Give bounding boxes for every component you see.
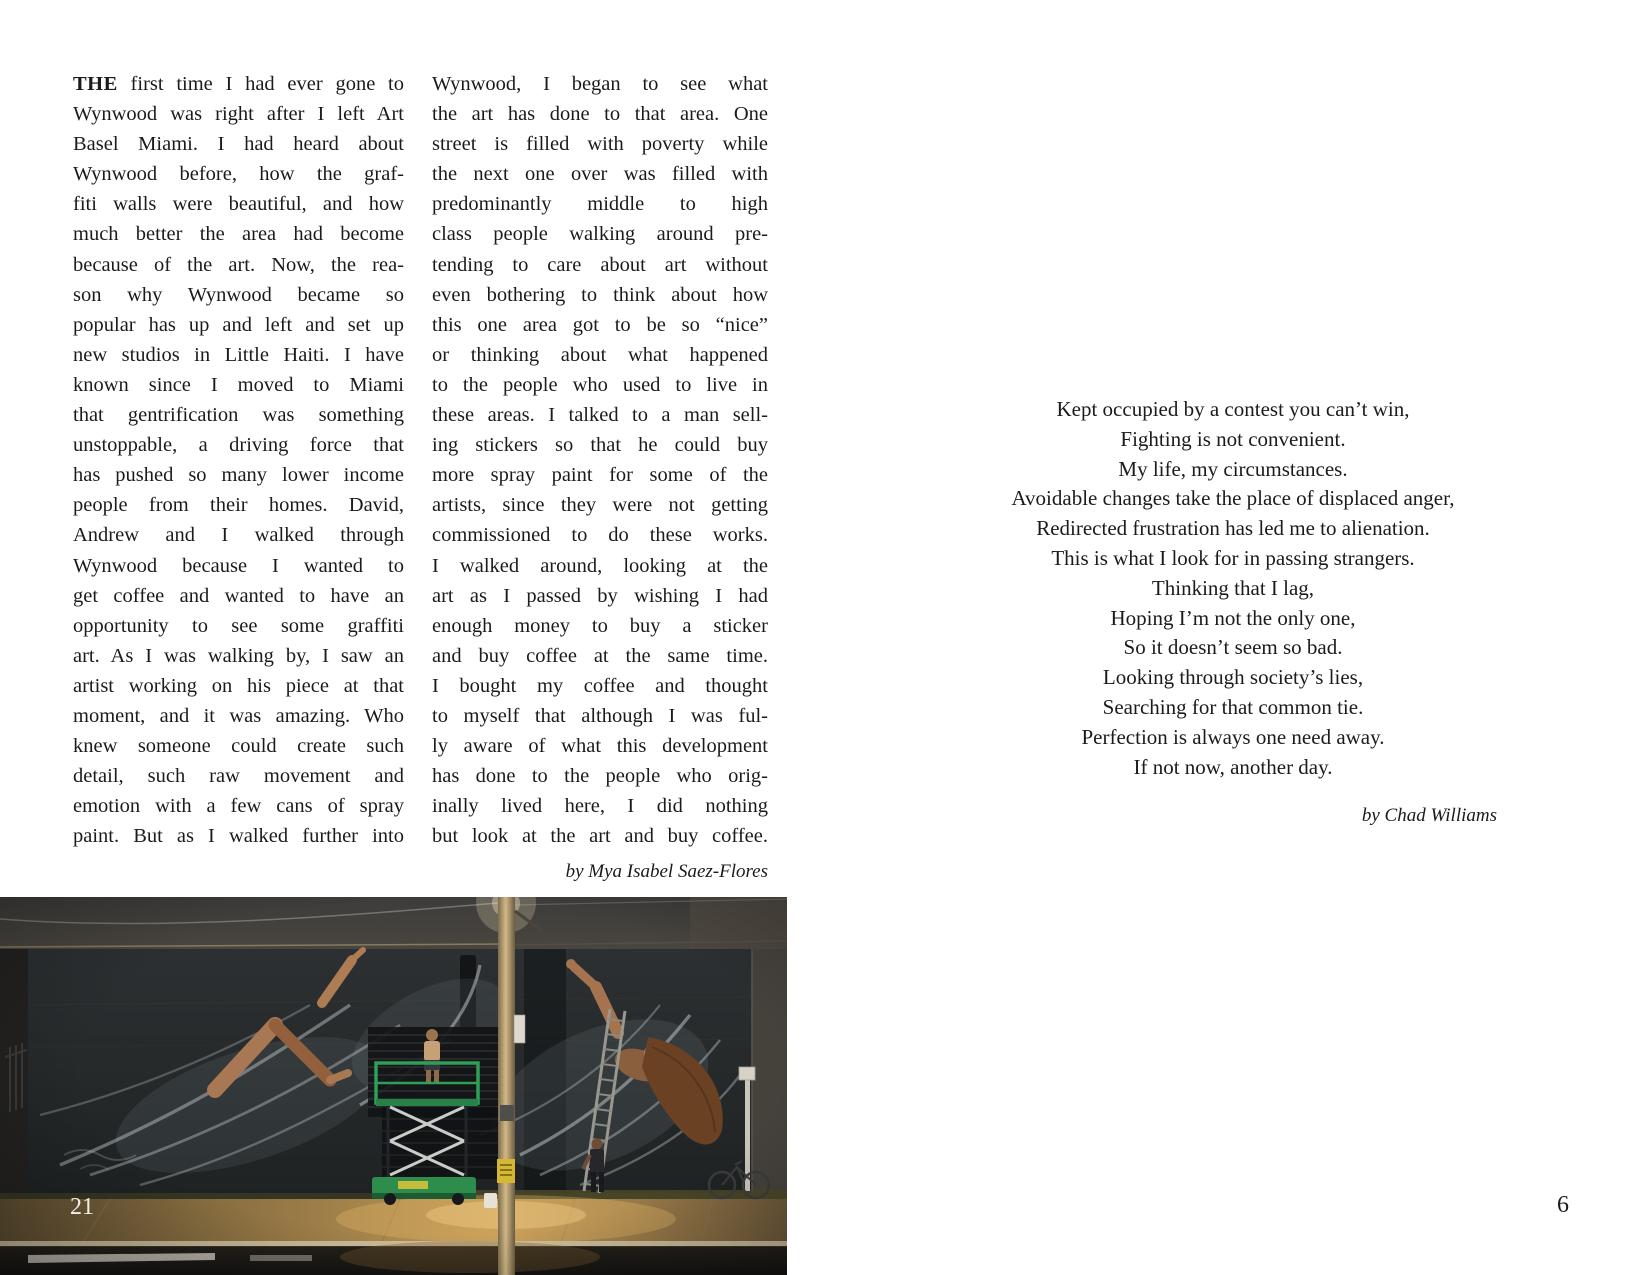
essay-line: art as I passed by wishing I had: [432, 584, 768, 607]
page-number-left: 21: [70, 1194, 94, 1220]
essay-line: enough money to buy a sticker: [432, 614, 768, 637]
poem-line: Hoping I’m not the only one,: [1110, 605, 1356, 630]
poem-byline: by Chad Williams: [1361, 805, 1497, 826]
essay-line: knew someone could create such: [73, 735, 404, 758]
poem-line: Searching for that common tie.: [1102, 694, 1364, 719]
essay-line: Wynwood, I began to see what: [432, 73, 768, 95]
essay-line: because of the art. Now, the rea-: [73, 253, 404, 276]
essay-line: much better the area had become: [73, 223, 404, 246]
essay-line: class people walking around pre-: [432, 223, 768, 246]
essay-line: detail, such raw movement and: [73, 765, 404, 788]
poem-lines: [950, 395, 1516, 782]
essay-line: opportunity to see some graffiti: [73, 614, 404, 637]
essay-line: popular has up and left and set up: [73, 313, 404, 336]
poem-line: This is what I look for in passing strangers.: [1051, 545, 1415, 570]
poem-line: Looking through society’s lies,: [1102, 665, 1364, 690]
essay-first-line-text: first time I had ever gone to: [130, 73, 404, 95]
essay-line: moment, and it was amazing. Who: [73, 704, 404, 727]
essay-line: people from their homes. David,: [73, 494, 404, 517]
essay-byline: by Mya Isabel Saez-Flores: [565, 861, 768, 882]
poem-line: Fighting is not convenient.: [1120, 426, 1346, 451]
poem: [950, 395, 1516, 782]
essay-line: Wynwood was right after I left Art: [73, 103, 404, 126]
essay-line: street is filled with poverty while: [432, 133, 768, 156]
essay-line: son why Wynwood became so: [73, 283, 404, 306]
essay-line: to myself that although I was ful-: [432, 704, 768, 727]
essay-line: predominantly middle to high: [432, 193, 768, 216]
poem-line: So it doesn’t seem so bad.: [1123, 635, 1343, 660]
essay-line: get coffee and wanted to have an: [73, 584, 404, 607]
essay-line: known since I moved to Miami: [73, 373, 404, 396]
poem-line: Avoidable changes take the place of displaced anger,: [1011, 486, 1455, 511]
essay-column-2: [432, 69, 768, 851]
essay-line: to the people who used to live in: [432, 373, 768, 396]
essay-line: artist working on his piece at that: [73, 674, 404, 697]
essay-column-2-lines: [432, 69, 768, 851]
essay-column-1-lines: [73, 99, 404, 851]
essay-line: artists, since they were not getting: [432, 494, 768, 517]
poem-line: Redirected frustration has led me to alienation.: [1036, 516, 1430, 541]
essay-line: the art has done to that area. One: [432, 103, 768, 126]
essay-line-first: [73, 69, 404, 99]
essay-line: has done to the people who orig-: [432, 765, 768, 788]
essay-line: more spray paint for some of the: [432, 464, 768, 487]
essay-line: and buy coffee at the same time.: [432, 644, 768, 667]
essay-line: this one area got to be so “nice”: [432, 313, 768, 336]
essay-line: I bought my coffee and thought: [432, 674, 768, 697]
essay-line: paint. But as I walked further into: [73, 825, 404, 848]
poem-line: Kept occupied by a contest you can’t win,: [1056, 397, 1410, 421]
essay-line: inally lived here, I did nothing: [432, 795, 768, 818]
poem-line: My life, my circumstances.: [1118, 456, 1348, 481]
mural-photo: [0, 897, 787, 1275]
essay-line: tending to care about art without: [432, 253, 768, 276]
essay-line: even bothering to think about how: [432, 283, 768, 306]
essay-line: new studios in Little Haiti. I have: [73, 343, 404, 366]
essay-line: the next one over was filled with: [432, 163, 768, 186]
essay-line: I walked around, looking at the: [432, 554, 768, 577]
essay-line: but look at the art and buy coffee.: [432, 825, 768, 848]
poem-line: If not now, another day.: [1133, 754, 1333, 779]
essay-line: has pushed so many lower income: [73, 464, 404, 487]
essay-line: these areas. I talked to a man sell-: [432, 404, 768, 427]
essay-line: Andrew and I walked through: [73, 524, 404, 547]
essay-line: art. As I was walking by, I saw an: [73, 644, 404, 667]
essay-line: Wynwood before, how the graf-: [73, 163, 404, 186]
essay-line: that gentrification was something: [73, 404, 404, 427]
essay-line: or thinking about what happened: [432, 343, 768, 366]
essay-line: commissioned to do these works.: [432, 524, 768, 547]
page-number-right: 6: [1557, 1192, 1569, 1218]
essay-line: emotion with a few cans of spray: [73, 795, 404, 818]
essay-line: ing stickers so that he could buy: [432, 434, 768, 457]
essay-line: Basel Miami. I had heard about: [73, 133, 404, 156]
essay-line: unstoppable, a driving force that: [73, 434, 404, 457]
essay-line: fiti walls were beautiful, and how: [73, 193, 404, 216]
essay-line: Wynwood because I wanted to: [73, 554, 404, 577]
mural-photo-illustration: [0, 897, 787, 1275]
lead-word: THE: [73, 73, 118, 95]
poem-line: Thinking that I lag,: [1151, 575, 1315, 600]
poem-line: Perfection is always one need away.: [1081, 724, 1385, 749]
essay-line: ly aware of what this development: [432, 735, 768, 758]
essay-column-1: [73, 69, 404, 851]
